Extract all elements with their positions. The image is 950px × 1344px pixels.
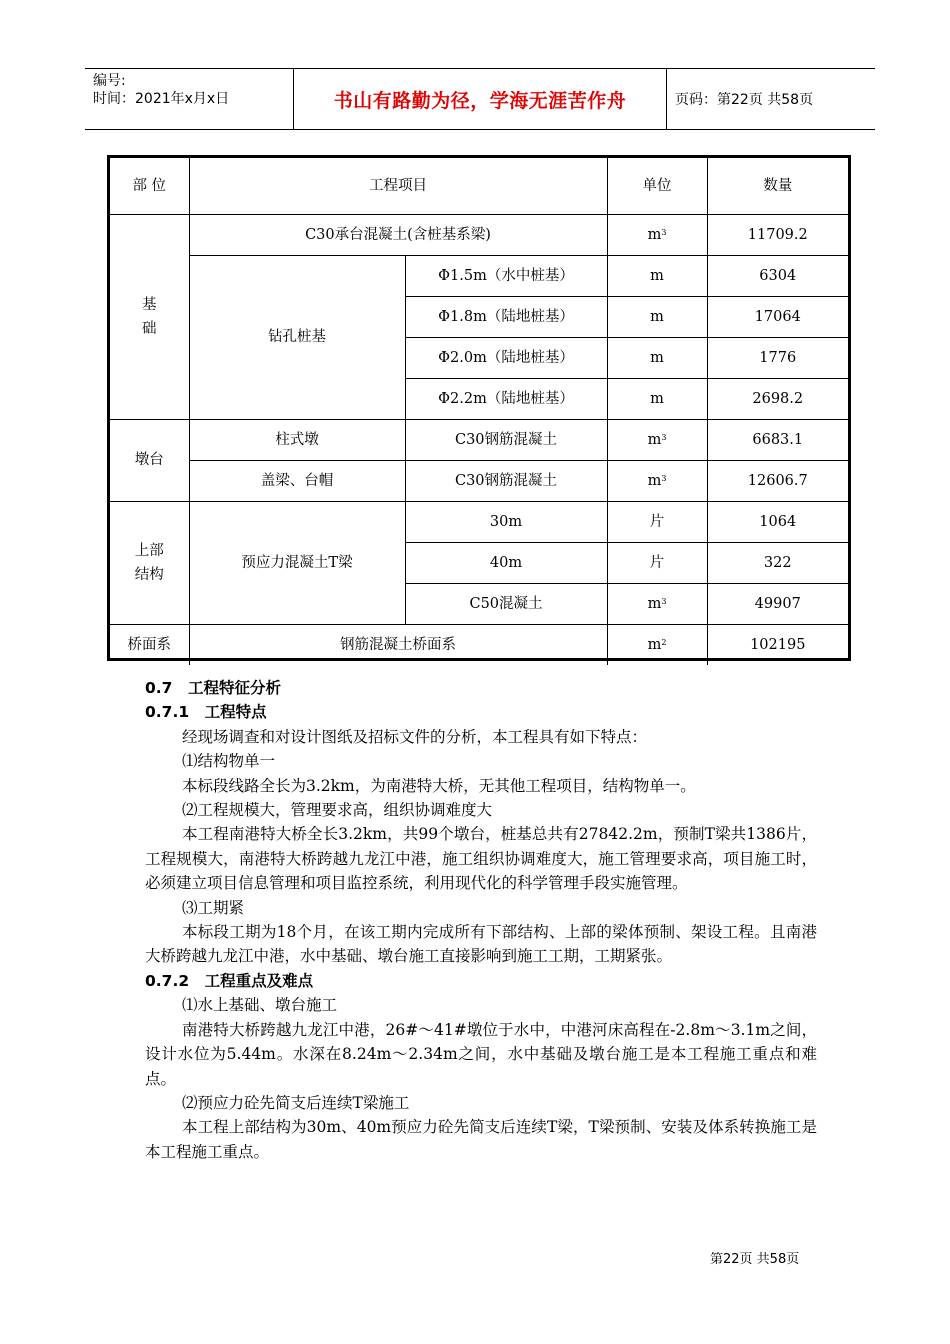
table-header-row [110, 158, 848, 214]
item-cell: 柱式墩 [189, 419, 405, 460]
sub-item-cell: Φ2.0m（陆地桩基） [405, 337, 607, 378]
quantity-table [110, 158, 848, 665]
unit-cell: $m^3$ [607, 419, 707, 460]
item-cell: 预应力混凝土T梁 [189, 501, 405, 624]
sub-item-cell: C30钢筋混凝土 [405, 419, 607, 460]
list-heading: ⑴水上基础、墩台施工 [182, 996, 338, 1015]
unit-cell: m [607, 296, 707, 337]
subsection-heading: 0.7.2 工程重点及难点 [145, 971, 314, 990]
paragraph: 南港特大桥跨越九龙江中港，26#～41#墩位于水中，中港河床高程在-2.8m～3.1m之间，设计水位为5.44m。水深在8.24m～2.34m之间，水中基础及墩台施工是本工程施工重点和难点。 [145, 1020, 817, 1088]
list-heading: ⑵工程规模大，管理要求高，组织协调难度大 [182, 801, 493, 820]
header-motto: 书山有路勤为径，学海无涯苦作舟 [293, 69, 667, 129]
quantity-table-frame [107, 155, 851, 661]
page-header [85, 68, 875, 130]
paragraph: 本工程南港特大桥全长3.2km，共99个墩台，桩基总共有27842.2m，预制T梁共1386片，工程规模大，南港特大桥跨越九龙江中港，施工组织协调难度大，施工管理要求高，项目施工时，必须建立项目信息管理和项目监控系统，利用现代化的科学管理手段实施管理。 [145, 825, 817, 893]
item-cell: 钢筋混凝土桥面系 [189, 624, 607, 665]
sub-item-cell: Φ1.8m（陆地桩基） [405, 296, 607, 337]
sub-item-cell: 30m [405, 501, 607, 542]
qty-cell: 6683.1 [707, 419, 848, 460]
qty-cell: 2698.2 [707, 378, 848, 419]
item-cell: 盖梁、台帽 [189, 460, 405, 501]
header-cell: 工程项目 [189, 158, 607, 214]
table-row [110, 255, 848, 296]
table-row [110, 419, 848, 460]
header-date: 时间：2021年x月x日 [93, 91, 230, 107]
paragraph: 经现场调查和对设计图纸及招标文件的分析，本工程具有如下特点： [182, 727, 648, 746]
part-cell: 上部 结构 [110, 501, 189, 624]
qty-cell: 102195 [707, 624, 848, 665]
list-heading: ⑵预应力砼先简支后连续T梁施工 [182, 1093, 410, 1112]
document-body [145, 676, 817, 1164]
qty-cell: 1776 [707, 337, 848, 378]
unit-cell: m [607, 378, 707, 419]
header-meta [85, 69, 293, 129]
serial-label: 编号: [93, 73, 126, 89]
qty-cell: 6304 [707, 255, 848, 296]
sub-item-cell: C50混凝土 [405, 583, 607, 624]
item-cell: 钻孔桩基 [189, 255, 405, 419]
table-row [110, 460, 848, 501]
qty-cell: 11709.2 [707, 214, 848, 255]
table-row [110, 624, 848, 665]
list-heading: ⑴结构物单一 [182, 752, 276, 771]
header-cell: 单位 [607, 158, 707, 214]
sub-item-cell: Φ2.2m（陆地桩基） [405, 378, 607, 419]
item-cell: C30承台混凝土(含桩基系梁) [189, 214, 607, 255]
unit-cell: m [607, 337, 707, 378]
part-cell: 桥面系 [110, 624, 189, 665]
table-row [110, 501, 848, 542]
part-cell: 墩台 [110, 419, 189, 501]
header-page-number: 页码：第22页 共58页 [675, 92, 814, 108]
page-footer: 第22页 共58页 [710, 1252, 800, 1267]
unit-cell: 片 [607, 542, 707, 583]
unit-cell: m [607, 255, 707, 296]
sub-item-cell: C30钢筋混凝土 [405, 460, 607, 501]
paragraph: 本标段工期为18个月，在该工期内完成所有下部结构、上部的梁体预制、架设工程。且南港大桥跨越九龙江中港，水中基础、墩台施工直接影响到施工工期，工期紧张。 [145, 923, 817, 966]
sub-item-cell: Φ1.5m（水中桩基） [405, 255, 607, 296]
qty-cell: 17064 [707, 296, 848, 337]
unit-cell: $m^3$ [607, 214, 707, 255]
sub-item-cell: 40m [405, 542, 607, 583]
header-cell: 数量 [707, 158, 848, 214]
qty-cell: 49907 [707, 583, 848, 624]
qty-cell: 12606.7 [707, 460, 848, 501]
unit-cell: 片 [607, 501, 707, 542]
part-cell: 基 础 [110, 214, 189, 419]
table-row [110, 214, 848, 255]
list-heading: ⑶工期紧 [182, 898, 245, 917]
paragraph: 本工程上部结构为30m、40m预应力砼先简支后连续T梁，T梁预制、安装及体系转换施工是本工程施工重点。 [145, 1118, 817, 1161]
qty-cell: 322 [707, 542, 848, 583]
paragraph: 本标段线路全长为3.2km，为南港特大桥，无其他工程项目，结构物单一。 [182, 776, 696, 795]
unit-cell: $m^3$ [607, 583, 707, 624]
unit-cell: $m^2$ [607, 624, 707, 665]
unit-cell: $m^3$ [607, 460, 707, 501]
section-heading: 0.7 工程特征分析 [145, 679, 281, 697]
subsection-heading: 0.7.1 工程特点 [145, 703, 267, 722]
qty-cell: 1064 [707, 501, 848, 542]
header-cell: 部 位 [110, 158, 189, 214]
